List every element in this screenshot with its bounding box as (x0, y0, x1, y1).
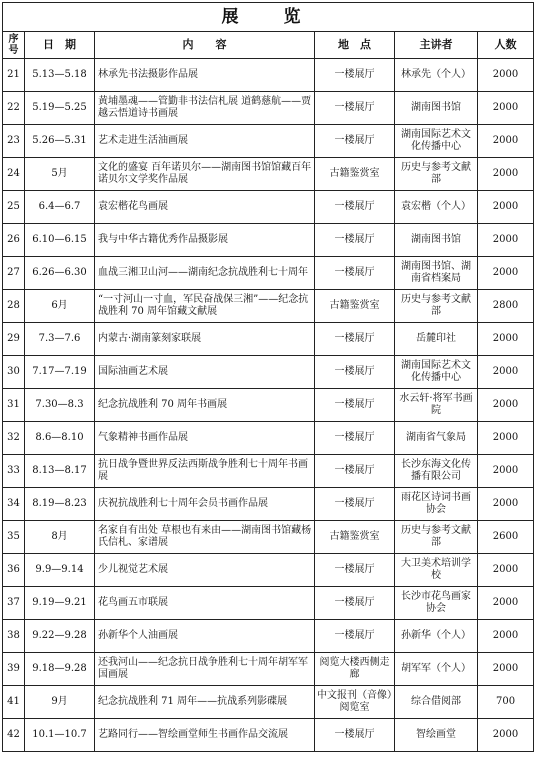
cell-count: 2000 (478, 389, 534, 422)
cell-content: 还我河山——纪念抗日战争胜利七十周年胡军军国画展 (95, 653, 315, 686)
table-row (3, 422, 534, 455)
cell-venue: 一楼展厅 (315, 422, 395, 455)
cell-content: 孙新华个人油画展 (95, 620, 315, 653)
cell-seq: 25 (3, 191, 25, 224)
cell-seq: 30 (3, 356, 25, 389)
cell-count: 2000 (478, 620, 534, 653)
table-row (3, 158, 534, 191)
table-row (3, 488, 534, 521)
cell-seq: 29 (3, 323, 25, 356)
cell-date: 8.13—8.17 (25, 455, 95, 488)
cell-date: 9月 (25, 686, 95, 719)
cell-content: 国际油画艺术展 (95, 356, 315, 389)
table-row (3, 125, 534, 158)
cell-content: 气象精神书画作品展 (95, 422, 315, 455)
cell-date: 6.26—6.30 (25, 257, 95, 290)
cell-content: 我与中华古籍优秀作品摄影展 (95, 224, 315, 257)
table-row (3, 587, 534, 620)
cell-speaker: 历史与参考文献部 (395, 290, 478, 323)
cell-speaker: 综合借阅部 (395, 686, 478, 719)
cell-count: 2000 (478, 125, 534, 158)
header-date: 日 期 (25, 32, 95, 59)
exhibition-sheet (2, 2, 533, 752)
cell-content: 少儿视觉艺术展 (95, 554, 315, 587)
cell-content: 抗日战争暨世界反法西斯战争胜利七十周年书画展 (95, 455, 315, 488)
cell-speaker: 孙新华（个人） (395, 620, 478, 653)
cell-count: 2000 (478, 455, 534, 488)
cell-speaker: 湖南图书馆、湖南省档案局 (395, 257, 478, 290)
cell-count: 2000 (478, 323, 534, 356)
cell-content: 纪念抗战胜利 71 周年——抗战系列影碟展 (95, 686, 315, 719)
table-row (3, 686, 534, 719)
cell-seq: 26 (3, 224, 25, 257)
cell-date: 7.30—8.3 (25, 389, 95, 422)
table-row (3, 389, 534, 422)
cell-venue: 古籍鉴赏室 (315, 521, 395, 554)
cell-count: 700 (478, 686, 534, 719)
cell-seq: 32 (3, 422, 25, 455)
cell-seq: 24 (3, 158, 25, 191)
cell-count: 2000 (478, 719, 534, 752)
cell-venue: 一楼展厅 (315, 389, 395, 422)
cell-count: 2000 (478, 257, 534, 290)
cell-speaker: 雨花区诗词书画协会 (395, 488, 478, 521)
cell-seq: 35 (3, 521, 25, 554)
cell-seq: 28 (3, 290, 25, 323)
header-speaker: 主讲者 (395, 32, 478, 59)
cell-venue: 一楼展厅 (315, 191, 395, 224)
cell-date: 6.4—6.7 (25, 191, 95, 224)
cell-content: 纪念抗战胜利 70 周年书画展 (95, 389, 315, 422)
cell-seq: 21 (3, 59, 25, 92)
cell-content: 血战三湘卫山河——湖南纪念抗战胜利七十周年 (95, 257, 315, 290)
cell-venue: 一楼展厅 (315, 356, 395, 389)
cell-venue: 一楼展厅 (315, 92, 395, 125)
cell-date: 5.13—5.18 (25, 59, 95, 92)
cell-count: 2600 (478, 521, 534, 554)
cell-venue: 一楼展厅 (315, 59, 395, 92)
table-row (3, 455, 534, 488)
cell-venue: 一楼展厅 (315, 488, 395, 521)
cell-content: 庆祝抗战胜利七十周年会员书画作品展 (95, 488, 315, 521)
table-row (3, 521, 534, 554)
cell-venue: 阅览大楼西侧走廊 (315, 653, 395, 686)
cell-venue: 一楼展厅 (315, 554, 395, 587)
table-row (3, 653, 534, 686)
table-row (3, 620, 534, 653)
cell-speaker: 智绘画堂 (395, 719, 478, 752)
cell-count: 2000 (478, 92, 534, 125)
cell-speaker: 湖南图书馆 (395, 224, 478, 257)
cell-date: 9.9—9.14 (25, 554, 95, 587)
cell-venue: 一楼展厅 (315, 224, 395, 257)
cell-speaker: 历史与参考文献部 (395, 521, 478, 554)
cell-speaker: 历史与参考文献部 (395, 158, 478, 191)
cell-count: 2000 (478, 422, 534, 455)
cell-count: 2000 (478, 224, 534, 257)
cell-seq: 38 (3, 620, 25, 653)
cell-count: 2800 (478, 290, 534, 323)
cell-speaker: 长沙市花鸟画家协会 (395, 587, 478, 620)
cell-venue: 一楼展厅 (315, 587, 395, 620)
cell-date: 7.17—7.19 (25, 356, 95, 389)
table-row (3, 290, 534, 323)
cell-venue: 古籍鉴赏室 (315, 290, 395, 323)
cell-date: 7.3—7.6 (25, 323, 95, 356)
cell-content: 花鸟画五市联展 (95, 587, 315, 620)
cell-speaker: 湖南国际艺术文化传播中心 (395, 125, 478, 158)
table-row (3, 356, 534, 389)
cell-venue: 中文报刊（音像）阅览室 (315, 686, 395, 719)
cell-seq: 41 (3, 686, 25, 719)
cell-count: 2000 (478, 653, 534, 686)
cell-seq: 23 (3, 125, 25, 158)
cell-seq: 22 (3, 92, 25, 125)
cell-content: 文化的盛宴 百年诺贝尔——湖南图书馆馆藏百年诺贝尔文学奖作品展 (95, 158, 315, 191)
cell-speaker: 胡军军（个人） (395, 653, 478, 686)
cell-speaker: 林承先（个人） (395, 59, 478, 92)
cell-content: 艺路同行——智绘画堂师生书画作品交流展 (95, 719, 315, 752)
cell-content: 名家自有出处 草根也有来由——湖南图书馆藏杨氏信札、家谱展 (95, 521, 315, 554)
cell-count: 2000 (478, 488, 534, 521)
cell-speaker: 水云轩·将军书画院 (395, 389, 478, 422)
cell-speaker: 湖南省气象局 (395, 422, 478, 455)
cell-venue: 一楼展厅 (315, 455, 395, 488)
cell-content: 林承先书法摄影作品展 (95, 59, 315, 92)
cell-venue: 一楼展厅 (315, 719, 395, 752)
cell-speaker: 岳麓印社 (395, 323, 478, 356)
cell-date: 10.1—10.7 (25, 719, 95, 752)
cell-speaker: 袁宏楷（个人） (395, 191, 478, 224)
header-row (3, 32, 534, 59)
table-row (3, 191, 534, 224)
cell-date: 9.18—9.28 (25, 653, 95, 686)
cell-seq: 37 (3, 587, 25, 620)
cell-speaker: 长沙东海文化传播有限公司 (395, 455, 478, 488)
cell-content: 黄埔墨魂——管勤非书法信札展 道鹤慈航——贾越云悟道诗书画展 (95, 92, 315, 125)
cell-content: 内蒙古·湖南篆刻家联展 (95, 323, 315, 356)
table-row (3, 323, 534, 356)
header-content: 内 容 (95, 32, 315, 59)
cell-content: 袁宏楷花鸟画展 (95, 191, 315, 224)
cell-count: 2000 (478, 191, 534, 224)
cell-content: “一寸河山一寸血，军民奋战保三湘”——纪念抗战胜利 70 周年馆藏文献展 (95, 290, 315, 323)
header-venue: 地 点 (315, 32, 395, 59)
cell-venue: 古籍鉴赏室 (315, 158, 395, 191)
cell-date: 6.10—6.15 (25, 224, 95, 257)
cell-seq: 27 (3, 257, 25, 290)
table-row (3, 257, 534, 290)
cell-seq: 31 (3, 389, 25, 422)
cell-speaker: 湖南国际艺术文化传播中心 (395, 356, 478, 389)
table-row (3, 59, 534, 92)
cell-speaker: 大卫美术培训学校 (395, 554, 478, 587)
cell-seq: 36 (3, 554, 25, 587)
cell-count: 2000 (478, 554, 534, 587)
header-seq: 序号 (3, 32, 25, 59)
cell-count: 2000 (478, 356, 534, 389)
table-row (3, 92, 534, 125)
cell-seq: 34 (3, 488, 25, 521)
table-row (3, 224, 534, 257)
cell-count: 2000 (478, 158, 534, 191)
cell-date: 9.19—9.21 (25, 587, 95, 620)
cell-date: 9.22—9.28 (25, 620, 95, 653)
header-count: 人数 (478, 32, 534, 59)
table-row (3, 554, 534, 587)
cell-seq: 42 (3, 719, 25, 752)
cell-date: 8月 (25, 521, 95, 554)
cell-date: 5月 (25, 158, 95, 191)
cell-seq: 33 (3, 455, 25, 488)
cell-content: 艺术走进生活油画展 (95, 125, 315, 158)
cell-date: 5.19—5.25 (25, 92, 95, 125)
cell-count: 2000 (478, 59, 534, 92)
cell-date: 8.19—8.23 (25, 488, 95, 521)
cell-speaker: 湖南图书馆 (395, 92, 478, 125)
cell-venue: 一楼展厅 (315, 125, 395, 158)
cell-date: 8.6—8.10 (25, 422, 95, 455)
cell-date: 6月 (25, 290, 95, 323)
exhibition-table (2, 2, 534, 752)
cell-date: 5.26—5.31 (25, 125, 95, 158)
cell-seq: 39 (3, 653, 25, 686)
table-row (3, 719, 534, 752)
cell-venue: 一楼展厅 (315, 257, 395, 290)
cell-count: 2000 (478, 587, 534, 620)
cell-venue: 一楼展厅 (315, 323, 395, 356)
page-title: 展 览 (3, 3, 534, 32)
cell-venue: 一楼展厅 (315, 620, 395, 653)
